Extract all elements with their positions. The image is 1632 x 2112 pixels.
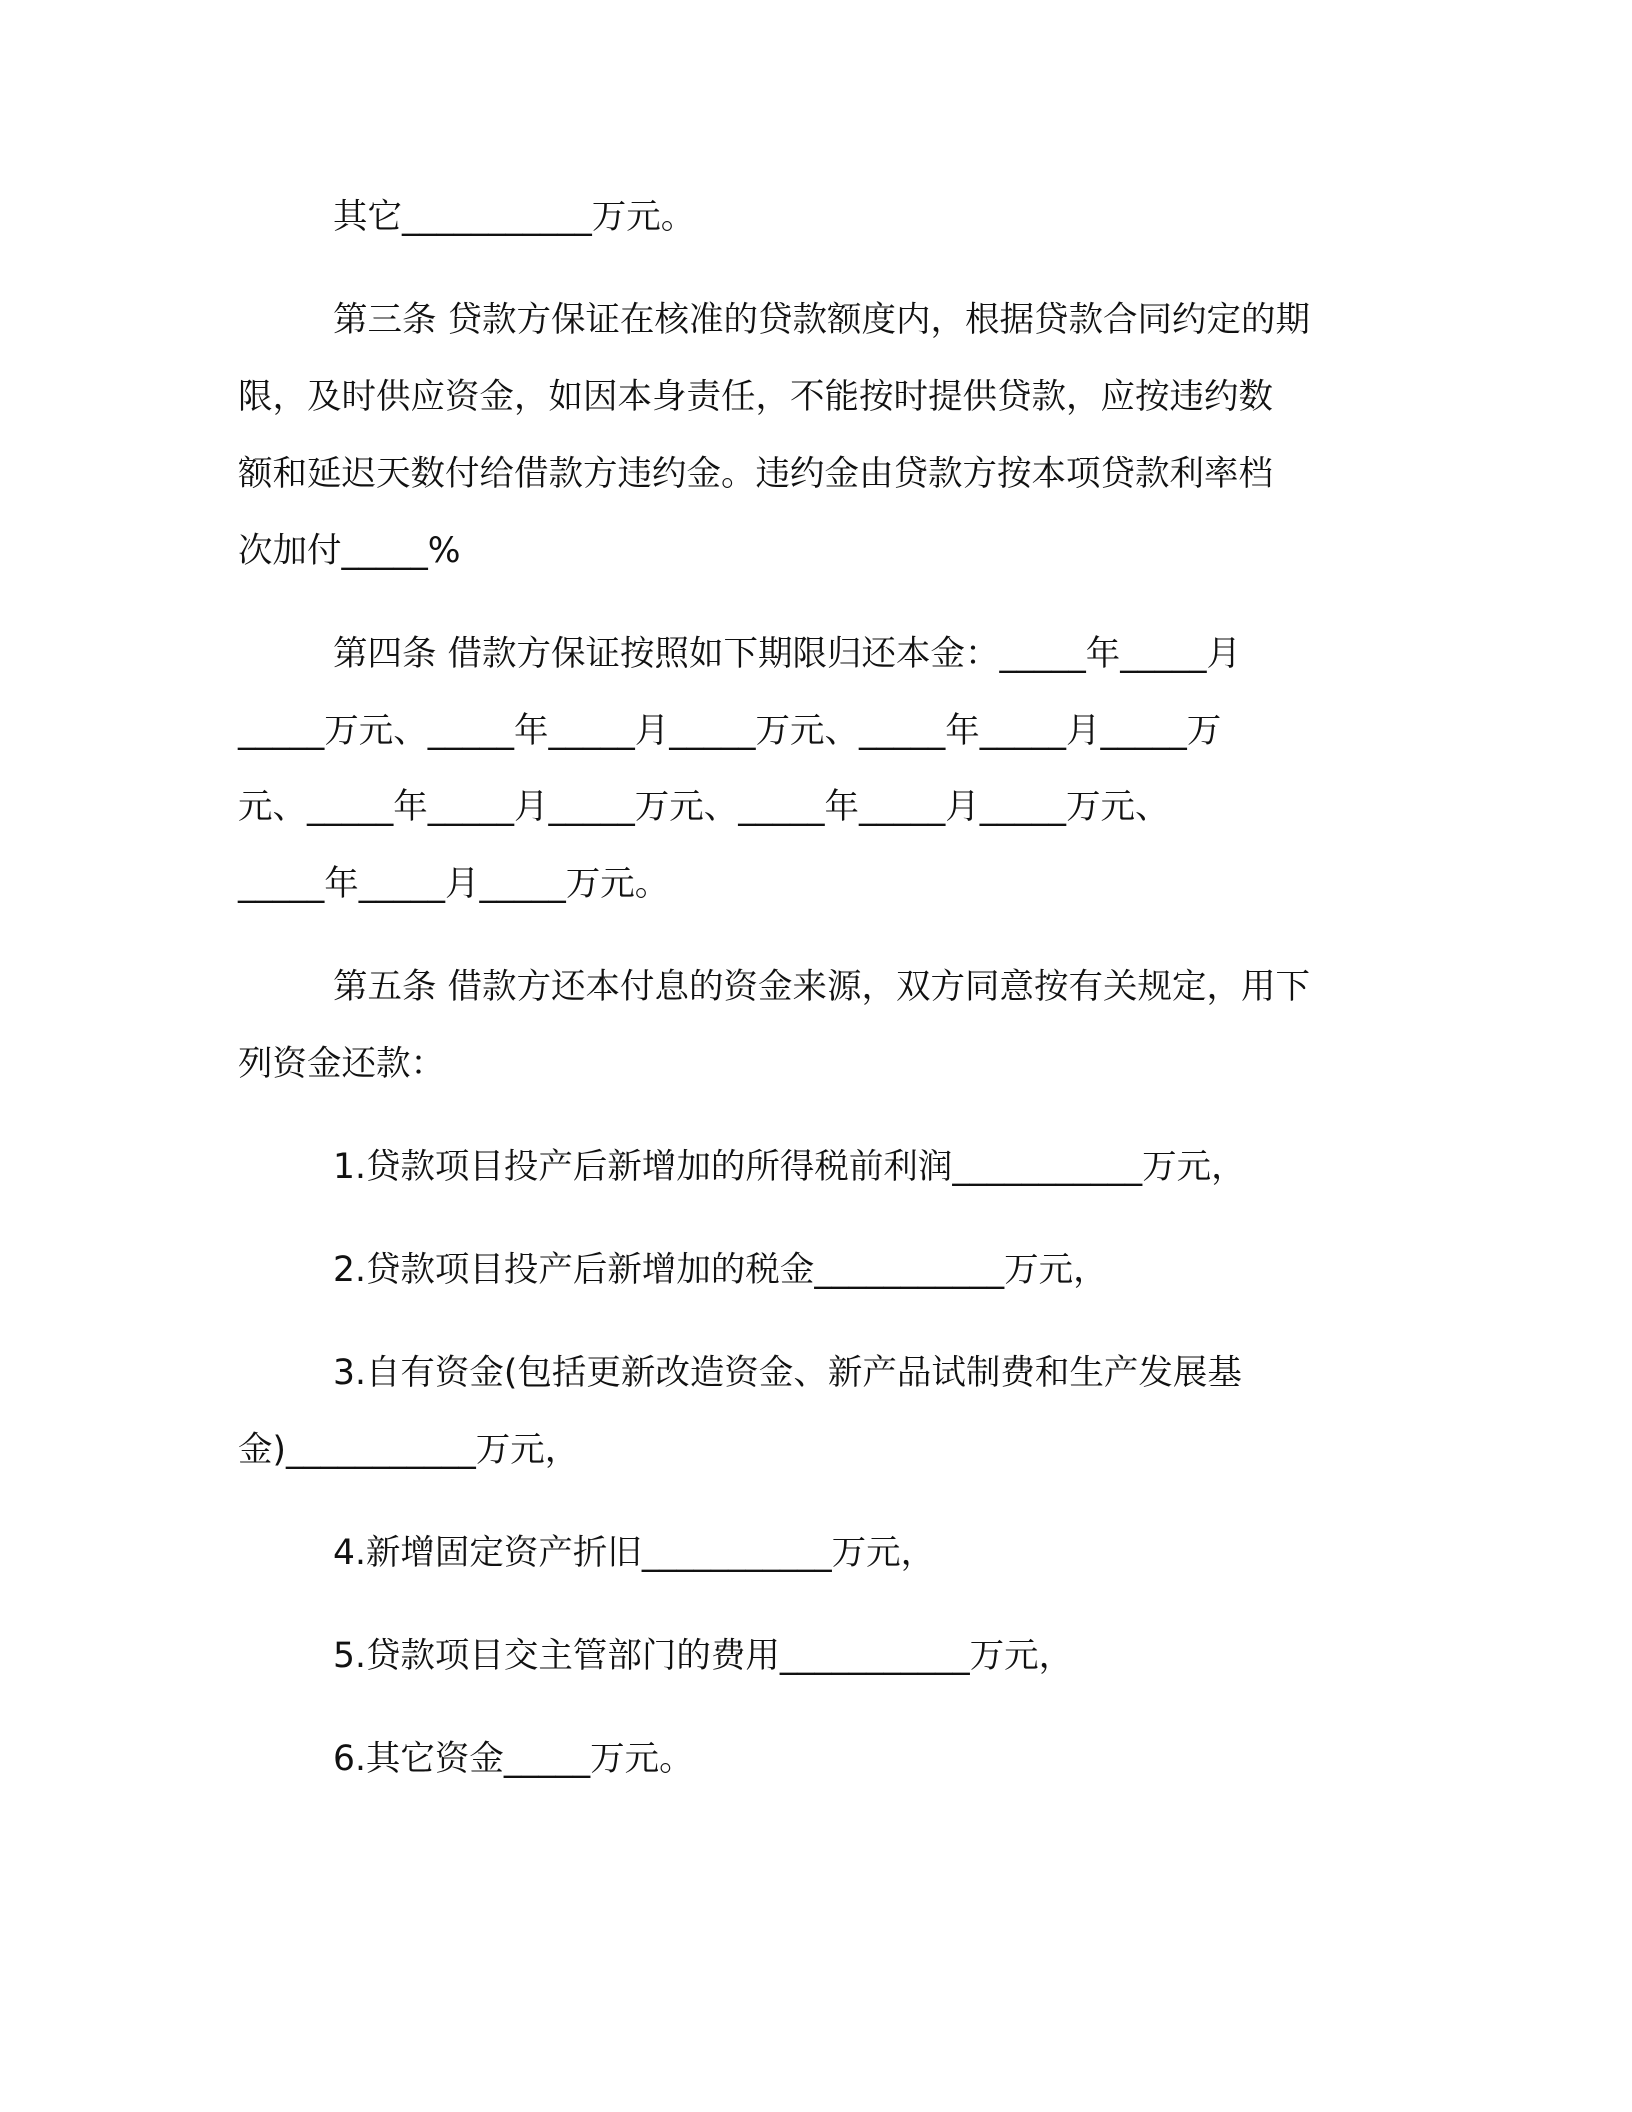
text-line-article-3-2: 限，及时供应资金，如因本身责任，不能按时提供贷款，应按违约数 (238, 377, 1273, 417)
text-line-item-3-1: 3.自有资金(包括更新改造资金、新产品试制费和生产发展基 (333, 1353, 1242, 1393)
text-line-article-3-1: 第三条 贷款方保证在核准的贷款额度内，根据贷款合同约定的期 (333, 300, 1310, 340)
text-line-item-4: 4.新增固定资产折旧___________万元， (333, 1533, 936, 1573)
text-line-article-4-2: _____万元、_____年_____月_____万元、_____年_____月_____万 (238, 711, 1222, 751)
text-line-article-5-2: 列资金还款： (238, 1044, 445, 1084)
text-line-article-3-4: 次加付_____% (238, 531, 461, 571)
text-line-article-3-3: 额和延迟天数付给借款方违约金。违约金由贷款方按本项贷款利率档 (238, 454, 1273, 494)
text-line-other-amount: 其它___________万元。 (333, 197, 696, 237)
text-line-article-4-4: _____年_____月_____万元。 (238, 864, 670, 904)
text-line-article-4-3: 元、_____年_____月_____万元、_____年_____月_____万元、 (238, 787, 1170, 827)
text-line-item-5: 5.贷款项目交主管部门的费用___________万元， (333, 1636, 1074, 1676)
text-line-item-6: 6.其它资金_____万元。 (333, 1739, 694, 1779)
text-line-item-3-2: 金)___________万元， (238, 1430, 580, 1470)
text-line-item-1: 1.贷款项目投产后新增加的所得税前利润___________万元， (333, 1147, 1246, 1187)
text-line-item-2: 2.贷款项目投产后新增加的税金___________万元， (333, 1250, 1108, 1290)
text-line-article-5-1: 第五条 借款方还本付息的资金来源，双方同意按有关规定，用下 (333, 967, 1310, 1007)
text-line-article-4-1: 第四条 借款方保证按照如下期限归还本金：_____年_____月 (333, 634, 1241, 674)
